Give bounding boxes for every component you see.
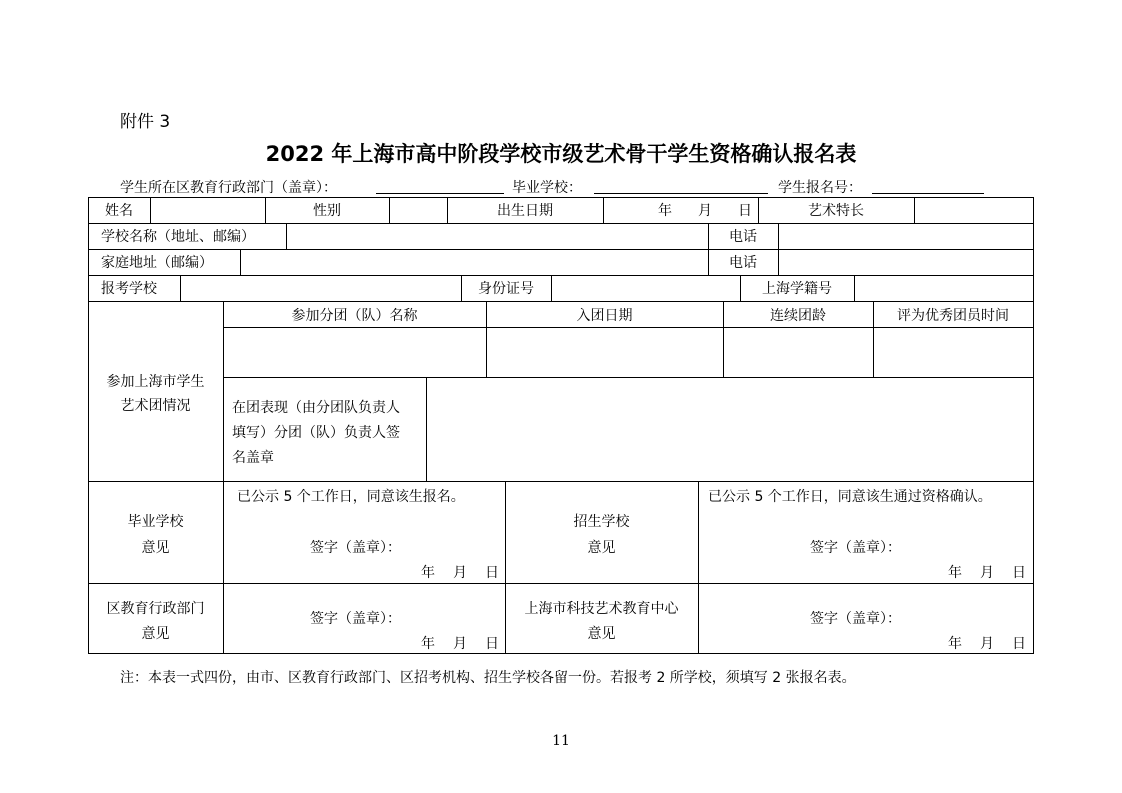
district-dept-sign-label[interactable]: 签字（盖章）： xyxy=(310,611,401,627)
excellent-member-field[interactable] xyxy=(875,329,1032,376)
years-field[interactable] xyxy=(725,329,871,376)
district-dept-opinion-label2: 意见 xyxy=(141,626,170,642)
recruit-school-date-month: 月 xyxy=(980,565,994,581)
district-dept-date-day: 日 xyxy=(485,636,499,652)
performance-field[interactable] xyxy=(428,379,1032,480)
name-label: 姓名 xyxy=(105,203,133,219)
school-name-label: 学校名称（地址、邮编） xyxy=(101,229,255,245)
grad-school-sign-label[interactable]: 签字（盖章）： xyxy=(310,540,401,556)
art-specialty-field[interactable] xyxy=(916,199,1032,223)
name-field[interactable] xyxy=(152,199,264,223)
center-opinion-label2: 意见 xyxy=(587,626,616,642)
home-address-field[interactable] xyxy=(242,251,706,275)
center-opinion-label: 上海市科技艺术教育中心 xyxy=(524,601,679,617)
join-date-header: 入团日期 xyxy=(576,308,633,324)
branch-name-field[interactable] xyxy=(225,329,484,376)
performance-label-line2: 填写）分团（队）负责人签 xyxy=(232,425,400,441)
grad-school-date-year: 年 xyxy=(421,565,435,581)
performance-label-line1: 在团表现（由分团队负责人 xyxy=(232,400,400,416)
grad-school-publicity-text: 已公示 5 个工作日，同意该生报名。 xyxy=(237,489,465,505)
grad-school-date-day: 日 xyxy=(485,565,499,581)
gender-label: 性别 xyxy=(313,203,341,219)
birth-year-label: 年 xyxy=(658,203,672,219)
grad-school-opinion-label: 毕业学校 xyxy=(127,514,184,530)
attachment-label: 附件 3 xyxy=(120,112,171,132)
gender-field[interactable] xyxy=(391,199,446,223)
grad-school-label: 毕业学校： xyxy=(512,180,582,196)
recruit-school-opinion-label: 招生学校 xyxy=(573,514,630,530)
district-dept-date-year: 年 xyxy=(421,636,435,652)
center-date-year: 年 xyxy=(948,636,962,652)
reg-number-label: 学生报名号： xyxy=(778,180,862,196)
district-dept-label: 学生所在区教育行政部门（盖章）： xyxy=(120,180,337,196)
student-registry-label: 上海学籍号 xyxy=(762,281,832,297)
excellent-member-header: 评为优秀团员时间 xyxy=(897,308,1009,324)
center-date-month: 月 xyxy=(980,636,994,652)
form-title: 2022 年上海市高中阶段学校市级艺术骨干学生资格确认报名表 xyxy=(265,142,857,166)
page-number: 11 xyxy=(552,733,570,749)
district-dept-date-month: 月 xyxy=(453,636,467,652)
recruit-school-sign-label[interactable]: 签字（盖章）： xyxy=(810,540,901,556)
birth-month-label: 月 xyxy=(698,203,712,219)
home-address-label: 家庭地址（邮编） xyxy=(101,255,213,271)
home-phone-field[interactable] xyxy=(780,251,1032,275)
troupe-section-label-line2: 艺术团情况 xyxy=(120,398,191,414)
branch-name-header: 参加分团（队）名称 xyxy=(291,308,418,324)
grad-school-opinion-label2: 意见 xyxy=(141,540,170,556)
recruit-school-publicity-text: 已公示 5 个工作日，同意该生通过资格确认。 xyxy=(708,489,992,505)
apply-school-label: 报考学校 xyxy=(101,281,157,297)
performance-label-line3: 名盖章 xyxy=(232,450,274,466)
recruit-school-date-day: 日 xyxy=(1012,565,1026,581)
district-dept-opinion-label: 区教育行政部门 xyxy=(106,601,205,617)
troupe-section-label-line1: 参加上海市学生 xyxy=(106,374,205,390)
student-registry-field[interactable] xyxy=(856,277,1032,301)
recruit-school-date-year: 年 xyxy=(948,565,962,581)
grad-school-date-month: 月 xyxy=(453,565,467,581)
school-phone-label: 电话 xyxy=(729,229,757,245)
id-number-label: 身份证号 xyxy=(478,281,534,297)
center-sign-label[interactable]: 签字（盖章）： xyxy=(810,611,901,627)
birth-day-label: 日 xyxy=(738,203,752,219)
id-number-field[interactable] xyxy=(553,277,739,301)
home-phone-label: 电话 xyxy=(729,255,757,271)
join-date-field[interactable] xyxy=(488,329,721,376)
school-phone-field[interactable] xyxy=(780,225,1032,249)
center-date-day: 日 xyxy=(1012,636,1026,652)
school-name-field[interactable] xyxy=(288,225,706,249)
footnote: 注：本表一式四份，由市、区教育行政部门、区招考机构、招生学校各留一份。若报考 2 所学校，须填写 2 张报名表。 xyxy=(120,670,856,686)
apply-school-field[interactable] xyxy=(182,277,460,301)
recruit-school-opinion-label2: 意见 xyxy=(587,540,616,556)
years-header: 连续团龄 xyxy=(770,308,826,324)
art-specialty-label: 艺术特长 xyxy=(808,203,864,219)
birth-date-label: 出生日期 xyxy=(497,203,553,219)
